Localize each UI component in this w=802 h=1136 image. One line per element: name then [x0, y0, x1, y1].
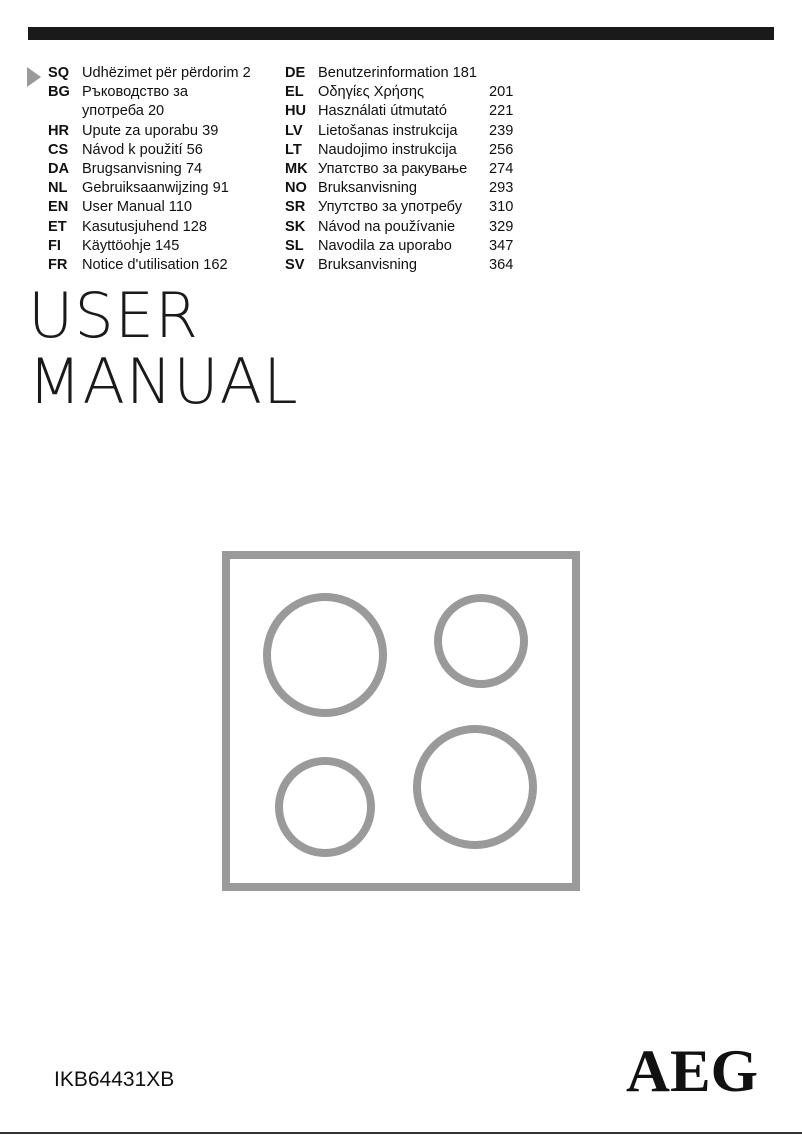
language-title: Bruksanvisning: [318, 180, 417, 197]
language-list-left: [48, 64, 278, 275]
language-entry-fr[interactable]: [48, 256, 278, 275]
hob-outline: [226, 555, 576, 887]
language-title: Упутство за употребу: [318, 199, 463, 216]
top-header-bar: [28, 27, 774, 40]
language-code: SV: [285, 256, 305, 273]
language-pointer-icon: [27, 67, 41, 87]
language-code: HR: [48, 122, 70, 139]
language-title: Bruksanvisning: [318, 256, 417, 273]
language-entry-sr[interactable]: [285, 198, 525, 217]
language-code: DA: [48, 160, 70, 177]
language-entry-fi[interactable]: [48, 237, 278, 256]
language-code: ET: [48, 218, 67, 235]
manual-title: [28, 279, 299, 418]
language-page: 239: [489, 122, 514, 139]
language-title: Naudojimo instrukcija: [318, 141, 457, 158]
language-entry-cs[interactable]: [48, 141, 278, 160]
language-entry-nl[interactable]: [48, 179, 278, 198]
language-entry-hu[interactable]: [285, 102, 525, 121]
language-title: Udhëzimet për përdorim 2: [82, 65, 251, 81]
cooking-zone-top-right: [438, 598, 524, 684]
language-page: 364: [489, 256, 514, 273]
language-code: DE: [285, 65, 306, 81]
bottom-rule: [0, 1132, 802, 1134]
language-entry-bg[interactable]: [48, 83, 278, 121]
language-code: NO: [285, 180, 307, 197]
language-entry-mk[interactable]: [285, 160, 525, 179]
language-code: EL: [285, 84, 304, 101]
language-entry-no[interactable]: [285, 179, 525, 198]
language-title: Käyttöohje 145: [82, 237, 180, 254]
language-title: Kasutusjuhend 128: [82, 218, 207, 235]
language-code: NL: [48, 180, 68, 197]
language-title: Használati útmutató: [318, 103, 447, 120]
language-title: Návod na používanie: [318, 218, 456, 235]
language-code: BG: [48, 84, 70, 101]
language-page: 256: [489, 141, 514, 158]
language-code: SK: [285, 218, 306, 235]
language-page: 347: [489, 237, 514, 254]
language-code: MK: [285, 160, 308, 177]
language-title: Упатство за ракување: [318, 160, 468, 177]
language-title: Notice d'utilisation 162: [82, 256, 228, 273]
language-code: SL: [285, 237, 304, 254]
model-number: IKB64431XB: [54, 1068, 175, 1091]
language-code: LV: [285, 122, 303, 139]
language-page: 201: [489, 84, 514, 101]
language-title-text: Benutzerinformation: [318, 65, 449, 81]
language-code: FR: [48, 256, 68, 273]
language-page: 274: [489, 160, 514, 177]
language-entry-el[interactable]: [285, 83, 525, 102]
language-code: HU: [285, 103, 307, 120]
language-code: SR: [285, 199, 306, 216]
language-title: Návod k použití 56: [82, 141, 203, 158]
manual-title-line-1: USER: [28, 279, 199, 352]
language-title: Ръководство за употреба 20: [82, 84, 188, 120]
language-title: Upute za uporabu 39: [82, 122, 219, 139]
language-page: 221: [489, 103, 514, 120]
language-code: CS: [48, 141, 69, 158]
cooking-zone-bottom-left: [279, 761, 371, 853]
language-entry-sl[interactable]: [285, 237, 525, 256]
language-title: Οδηγίες Χρήσης: [318, 84, 425, 101]
language-code: FI: [48, 237, 61, 254]
language-page: 293: [489, 180, 514, 197]
cooking-zone-bottom-right: [417, 729, 533, 845]
language-entry-sk[interactable]: [285, 218, 525, 237]
language-title: [318, 64, 477, 83]
language-list-right: [285, 64, 525, 275]
language-entry-de[interactable]: [285, 64, 525, 83]
cooking-zone-top-left: [267, 597, 383, 713]
language-entry-et[interactable]: [48, 218, 278, 237]
language-code: EN: [48, 199, 69, 216]
language-entry-lt[interactable]: [285, 141, 525, 160]
language-title: Brugsanvisning 74: [82, 160, 203, 177]
language-entry-en[interactable]: [48, 198, 278, 217]
language-title: User Manual 110: [82, 199, 193, 216]
hob-illustration: [222, 551, 580, 891]
language-code: SQ: [48, 65, 70, 81]
language-entry-lv[interactable]: [285, 122, 525, 141]
language-code: LT: [285, 141, 302, 158]
language-page: 181: [452, 65, 478, 81]
manual-title-line-2: MANUAL: [28, 345, 299, 418]
language-entry-hr[interactable]: [48, 122, 278, 141]
language-title: Lietošanas instrukcija: [318, 122, 458, 139]
language-page: 329: [489, 218, 514, 235]
language-title: Gebruiksaanwijzing 91: [82, 180, 229, 197]
aeg-logo: [625, 1041, 759, 1093]
aeg-logo-text: AEG: [626, 1041, 758, 1093]
language-page: 310: [489, 199, 514, 216]
language-entry-sq[interactable]: [48, 64, 278, 83]
language-entry-sv[interactable]: [285, 256, 525, 275]
language-entry-da[interactable]: [48, 160, 278, 179]
language-title: Navodila za uporabo: [318, 237, 452, 254]
